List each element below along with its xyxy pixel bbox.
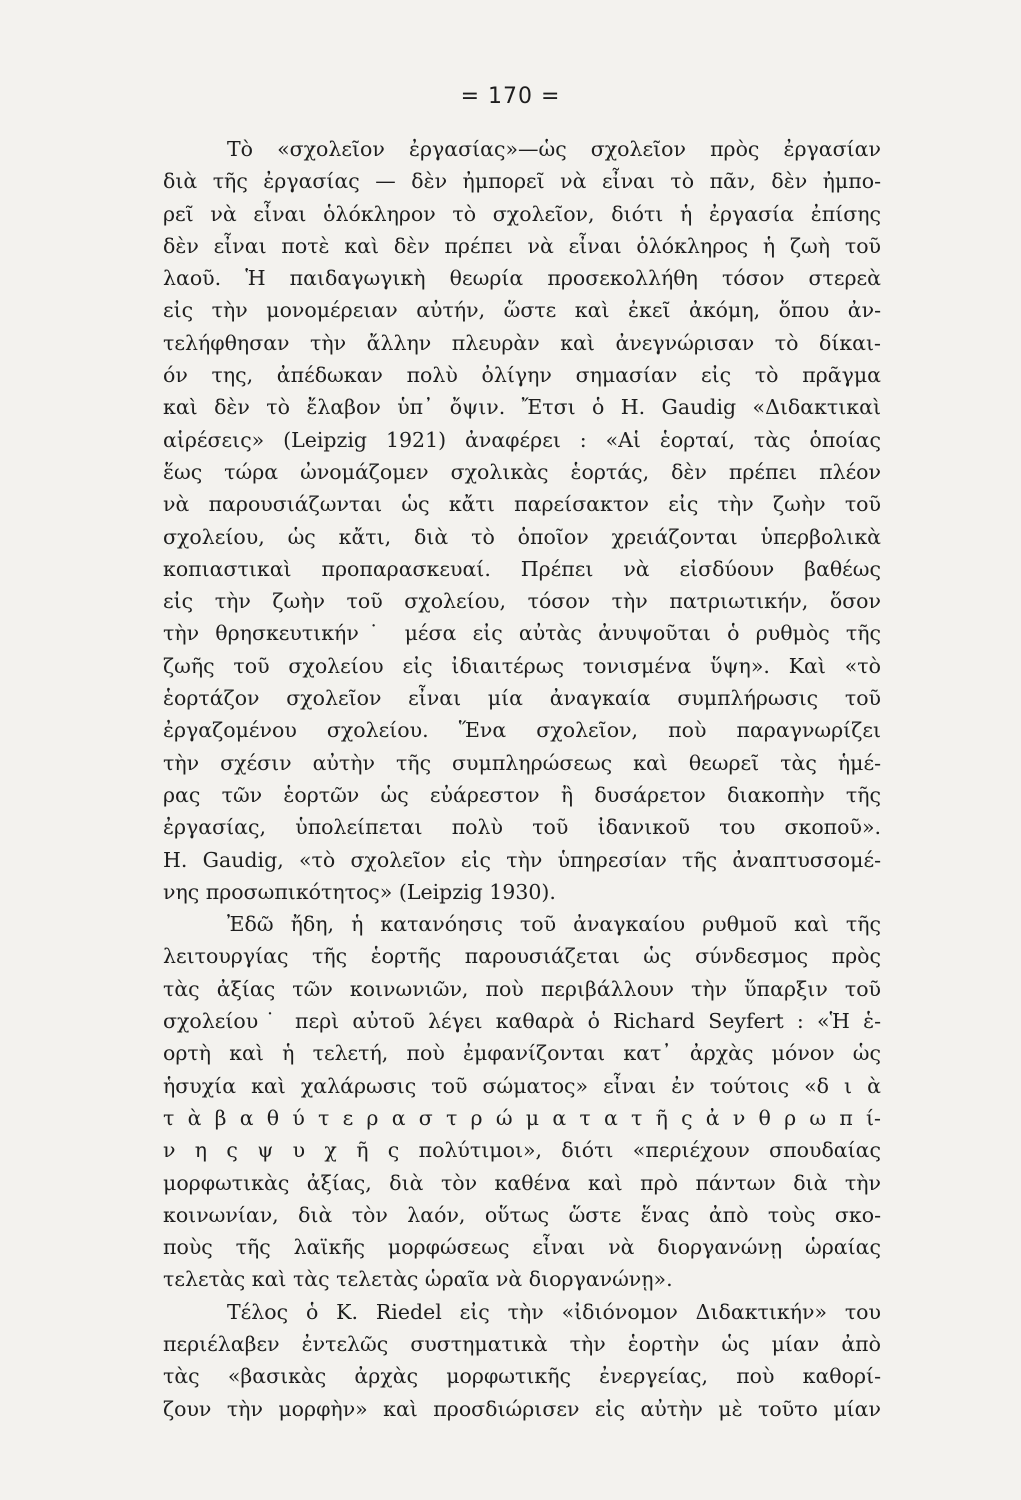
text-line: νὰ παρουσιάζωνται ὡς κἄτι παρείσακτον εἰς τὴν ζωὴν τοῦ	[163, 492, 881, 517]
text-line: διὰ τῆς ἐργασίας — δὲν ἠμπορεῖ νὰ εἶναι τὸ πᾶν, δὲν ἠμπο-	[163, 169, 881, 194]
text-line: καὶ δὲν τὸ ἔλαβον ὑπ᾽ ὄψιν. Ἔτσι ὁ H. Gaudig «Διδακτικαὶ	[163, 395, 881, 420]
text-line: ἡσυχία καὶ χαλάρωσις τοῦ σώματος» εἶναι ἐν τούτοις «δ ι ὰ	[163, 1073, 881, 1098]
text-line: λαοῦ. Ἡ παιδαγωγικὴ θεωρία προσεκολλήθη τόσον στερεὰ	[163, 266, 881, 291]
text-line: Τὸ «σχολεῖον ἐργασίας»—ὡς σχολεῖον πρὸς ἐργασίαν	[227, 137, 881, 161]
text-line: ρας τῶν ἑορτῶν ὡς εὐάρεστον ἢ δυσάρετον διακοπὴν τῆς	[163, 782, 881, 807]
text-line: τὰς «βασικὰς ἀρχὰς μορφωτικῆς ἐνεργείας, ποὺ καθορί-	[163, 1364, 881, 1389]
text-line: εἰς τὴν μονομέρειαν αὐτήν, ὥστε καὶ ἐκεῖ ἀκόμη, ὅπου ἀν-	[163, 298, 881, 323]
text-line: περιέλαβεν ἐντελῶς συστηματικὰ τὴν ἑορτὴν ὡς μίαν ἀπὸ	[163, 1331, 881, 1356]
text-line: αἱρέσεις» (Leipzig 1921) ἀναφέρει : «Αἱ ἑορταί, τὰς ὁποίας	[163, 427, 881, 452]
text-line: Τέλος ὁ K. Riedel εἰς τὴν «ἰδιόνομον Διδακτικήν» του	[227, 1299, 881, 1324]
text-line: ἐργαζομένου σχολείου. Ἕνα σχολεῖον, ποὺ παραγνωρίζει	[163, 718, 881, 743]
text-line: τ ὰ β α θ ύ τ ε ρ α σ τ ρ ώ μ α τ α τ ῆ ς ἀ ν θ ρ ω π ί-	[163, 1105, 881, 1130]
text-line: ν η ς ψ υ χ ῆ ς πολύτιμοι», διότι «περιέχουν σπουδαίας	[163, 1138, 881, 1163]
text-line: ἕως τώρα ὠνομάζομεν σχολικὰς ἑορτάς, δὲν πρέπει πλέον	[163, 459, 881, 484]
text-line: ζουν τὴν μορφὴν» καὶ προσδιώρισεν εἰς αὐτὴν μὲ τοῦτο μίαν	[163, 1396, 881, 1421]
text-line: σχολείου, ὡς κἄτι, διὰ τὸ ὁποῖον χρειάζονται ὑπερβολικὰ	[163, 524, 881, 549]
text-line: ρεῖ νὰ εἶναι ὁλόκληρον τὸ σχολεῖον, διότι ἡ ἐργασία ἐπίσης	[163, 201, 881, 226]
text-line: εἰς τὴν ζωὴν τοῦ σχολείου, τόσον τὴν πατριωτικήν, ὅσον	[163, 589, 881, 614]
text-line: τὰς ἀξίας τῶν κοινωνιῶν, ποὺ περιβάλλουν τὴν ὕπαρξιν τοῦ	[163, 976, 881, 1001]
text-line: Ἐδῶ ἤδη, ἡ κατανόησις τοῦ ἀναγκαίου ρυθμοῦ καὶ τῆς	[227, 912, 881, 937]
text-line: τὴν θρησκευτικήν˙ μέσα εἰς αὐτὰς ἀνυψοῦται ὁ ρυθμὸς τῆς	[163, 621, 881, 646]
text-line: κοπιαστικαὶ προπαρασκευαί. Πρέπει νὰ εἰσδύουν βαθέως	[163, 556, 881, 581]
text-line: τελήφθησαν τὴν ἄλλην πλευρὰν καὶ ἀνεγνώρισαν τὸ δίκαι-	[163, 330, 881, 355]
text-line: δὲν εἶναι ποτὲ καὶ δὲν πρέπει νὰ εἶναι ὁλόκληρος ἡ ζωὴ τοῦ	[163, 233, 881, 258]
text-line: ποὺς τῆς λαϊκῆς μορφώσεως εἶναι νὰ διοργανώνῃ ὡραίας	[163, 1235, 881, 1260]
text-line: μορφωτικὰς ἀξίας, διὰ τὸν καθένα καὶ πρὸ πάντων διὰ τὴν	[163, 1170, 881, 1195]
text-line: νης προσωπικότητος» (Leipzig 1930).	[163, 879, 556, 904]
text-line: όν της, ἀπέδωκαν πολὺ ὀλίγην σημασίαν εἰς τὸ πρᾶγμα	[163, 363, 881, 388]
text-line: H. Gaudig, «τὸ σχολεῖον εἰς τὴν ὑπηρεσίαν τῆς ἀναπτυσσομέ-	[163, 847, 881, 872]
text-line: ἑορτάζον σχολεῖον εἶναι μία ἀναγκαία συμπλήρωσις τοῦ	[163, 686, 881, 711]
text-line: ορτὴ καὶ ἡ τελετή, ποὺ ἐμφανίζονται κατ᾽ ἀρχὰς μόνον ὡς	[163, 1041, 881, 1066]
text-line: λειτουργίας τῆς ἑορτῆς παρουσιάζεται ὡς σύνδεσμος πρὸς	[163, 944, 881, 969]
text-line: σχολείου˙ περὶ αὐτοῦ λέγει καθαρὰ ὁ Richard Seyfert : «Ἡ ἑ-	[163, 1009, 881, 1034]
text-line: τελετὰς καὶ τὰς τελετὰς ὡραῖα νὰ διοργανώνῃ».	[163, 1267, 673, 1292]
text-line: ζωῆς τοῦ σχολείου εἰς ἰδιαιτέρως τονισμένα ὕψη». Καὶ «τὸ	[163, 653, 881, 678]
text-line: ἐργασίας, ὑπολείπεται πολὺ τοῦ ἰδανικοῦ του σκοποῦ».	[163, 815, 881, 840]
text-line: κοινωνίαν, διὰ τὸν λαόν, οὕτως ὥστε ἕνας ἀπὸ τοὺς σκο-	[163, 1202, 881, 1227]
text-line: τὴν σχέσιν αὐτὴν τῆς συμπληρώσεως καὶ θεωρεῖ τὰς ἡμέ-	[163, 750, 881, 775]
body-text	[163, 133, 881, 1425]
page-number: = 170 =	[460, 84, 561, 109]
